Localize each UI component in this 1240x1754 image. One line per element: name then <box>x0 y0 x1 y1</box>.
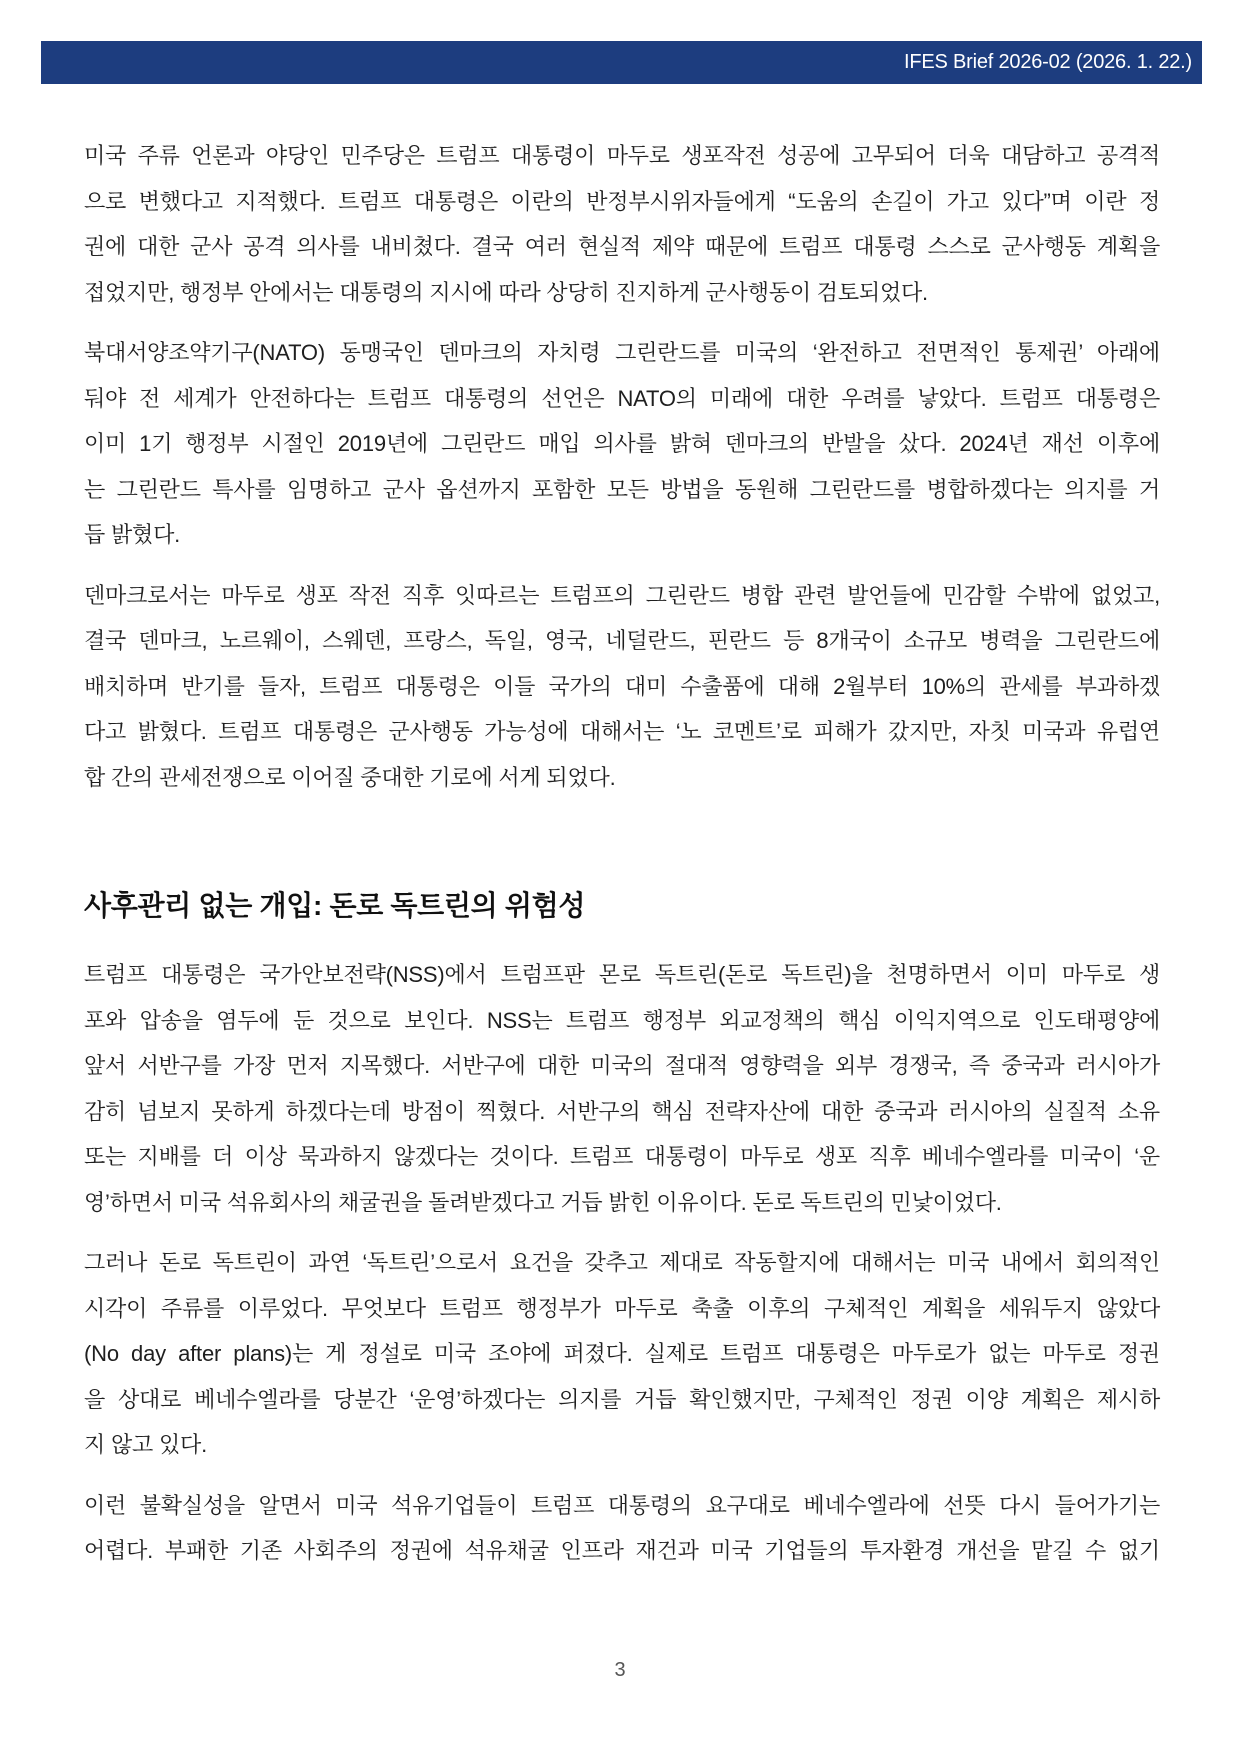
text-line: 덴마크로서는 마두로 생포 작전 직후 잇따르는 트럼프의 그린란드 병합 관련 발언들에 민감할 수밖에 없었고, <box>84 582 1160 608</box>
page-number: 3 <box>614 1659 626 1681</box>
text-line: 시각이 주류를 이루었다. 무엇보다 트럼프 행정부가 마두로 축출 이후의 구체적인 계획을 세워두지 않았다 <box>84 1295 1160 1321</box>
text-line: 미국 주류 언론과 야당인 민주당은 트럼프 대통령이 마두로 생포작전 성공에 고무되어 더욱 대담하고 공격적 <box>84 143 1160 168</box>
text-line: 접었지만, 행정부 안에서는 대통령의 지시에 따라 상당히 진지하게 군사행동이 검토되었다. <box>84 279 928 305</box>
text-line: 이미 1기 행정부 시절인 2019년에 그린란드 매입 의사를 밝혀 덴마크의 반발을 샀다. 2024년 재선 이후에 <box>84 431 1160 456</box>
text-line: 배치하며 반기를 들자, 트럼프 대통령은 이들 국가의 대미 수출품에 대해 2월부터 10%의 관세를 부과하겠 <box>84 673 1160 699</box>
text-line: 결국 덴마크, 노르웨이, 스웨덴, 프랑스, 독일, 영국, 네덜란드, 핀란드 등 8개국이 소규모 병력을 그린란드에 <box>84 628 1160 653</box>
body-paragraph <box>84 1240 1160 1468</box>
text-line: 어렵다. 부패한 기존 사회주의 정권에 석유채굴 인프라 재건과 미국 기업들의 투자환경 개선을 맡길 수 없기 <box>84 1538 1160 1563</box>
text-line: 는 그린란드 특사를 임명하고 군사 옵션까지 포함한 모든 방법을 동원해 그린란드를 병합하겠다는 의지를 거 <box>84 476 1160 502</box>
document-body <box>84 133 1160 1589</box>
text-line: 으로 변했다고 지적했다. 트럼프 대통령은 이란의 반정부시위자들에게 “도움의 손길이 가고 있다”며 이란 정 <box>84 188 1160 214</box>
text-line: 북대서양조약기구(NATO) 동맹국인 덴마크의 자치령 그린란드를 미국의 ‘완전하고 전면적인 통제권’ 아래에 <box>84 340 1160 365</box>
text-line: 듭 밝혔다. <box>84 522 181 547</box>
text-line: 이런 불확실성을 알면서 미국 석유기업들이 트럼프 대통령의 요구대로 베네수엘라에 선뜻 다시 들어가기는 <box>84 1492 1160 1518</box>
text-line: 을 상대로 베네수엘라를 당분간 ‘운영’하겠다는 의지를 거듭 확인했지만, 구체적인 정권 이양 계획은 제시하 <box>84 1386 1160 1412</box>
header-bar <box>41 41 1202 84</box>
text-line: 트럼프 대통령은 국가안보전략(NSS)에서 트럼프판 몬로 독트린(돈로 독트린)을 천명하면서 이미 마두로 생 <box>84 962 1160 987</box>
text-line: 지 않고 있다. <box>84 1432 207 1457</box>
text-line: 둬야 전 세계가 안전하다는 트럼프 대통령의 선언은 NATO의 미래에 대한 우려를 낳았다. 트럼프 대통령은 <box>84 385 1160 411</box>
body-paragraph <box>84 573 1160 801</box>
text-line: 포와 압송을 염두에 둔 것으로 보인다. NSS는 트럼프 행정부 외교정책의 핵심 이익지역으로 인도태평양에 <box>84 1007 1160 1033</box>
header-title: IFES Brief 2026-02 (2026. 1. 22.) <box>903 51 1192 73</box>
body-paragraph <box>84 1483 1160 1574</box>
text-line: 권에 대한 군사 공격 의사를 내비쳤다. 결국 여러 현실적 제약 때문에 트럼프 대통령 스스로 군사행동 계획을 <box>84 234 1160 259</box>
text-line: 영’하면서 미국 석유회사의 채굴권을 돌려받겠다고 거듭 밝힌 이유이다. 돈로 독트린의 민낯이었다. <box>84 1189 1002 1215</box>
text-line: 감히 넘보지 못하게 하겠다는데 방점이 찍혔다. 서반구의 핵심 전략자산에 대한 중국과 러시아의 실질적 소유 <box>84 1098 1160 1124</box>
section-heading: 사후관리 없는 개입: 돈로 독트린의 위험성 <box>84 890 586 921</box>
text-line: 다고 밝혔다. 트럼프 대통령은 군사행동 가능성에 대해서는 ‘노 코멘트’로 피해가 갔지만, 자칫 미국과 유럽연 <box>84 719 1160 744</box>
text-line: 앞서 서반구를 가장 먼저 지목했다. 서반구에 대한 미국의 절대적 영향력을 외부 경쟁국, 즉 중국과 러시아가 <box>84 1053 1160 1078</box>
text-line: 그러나 돈로 독트린이 과연 ‘독트린’으로서 요건을 갖추고 제대로 작동할지에 대해서는 미국 내에서 회의적인 <box>84 1250 1160 1275</box>
body-paragraph <box>84 133 1160 315</box>
body-paragraph <box>84 952 1160 1225</box>
text-line: 합 간의 관세전쟁으로 이어질 중대한 기로에 서게 되었다. <box>84 764 616 790</box>
text-line: 또는 지배를 더 이상 묵과하지 않겠다는 것이다. 트럼프 대통령이 마두로 생포 직후 베네수엘라를 미국이 ‘운 <box>84 1144 1160 1169</box>
text-line: (No day after plans)는 게 정설로 미국 조야에 퍼졌다. 실제로 트럼프 대통령은 마두로가 없는 마두로 정권 <box>84 1341 1160 1366</box>
body-paragraph <box>84 330 1160 558</box>
